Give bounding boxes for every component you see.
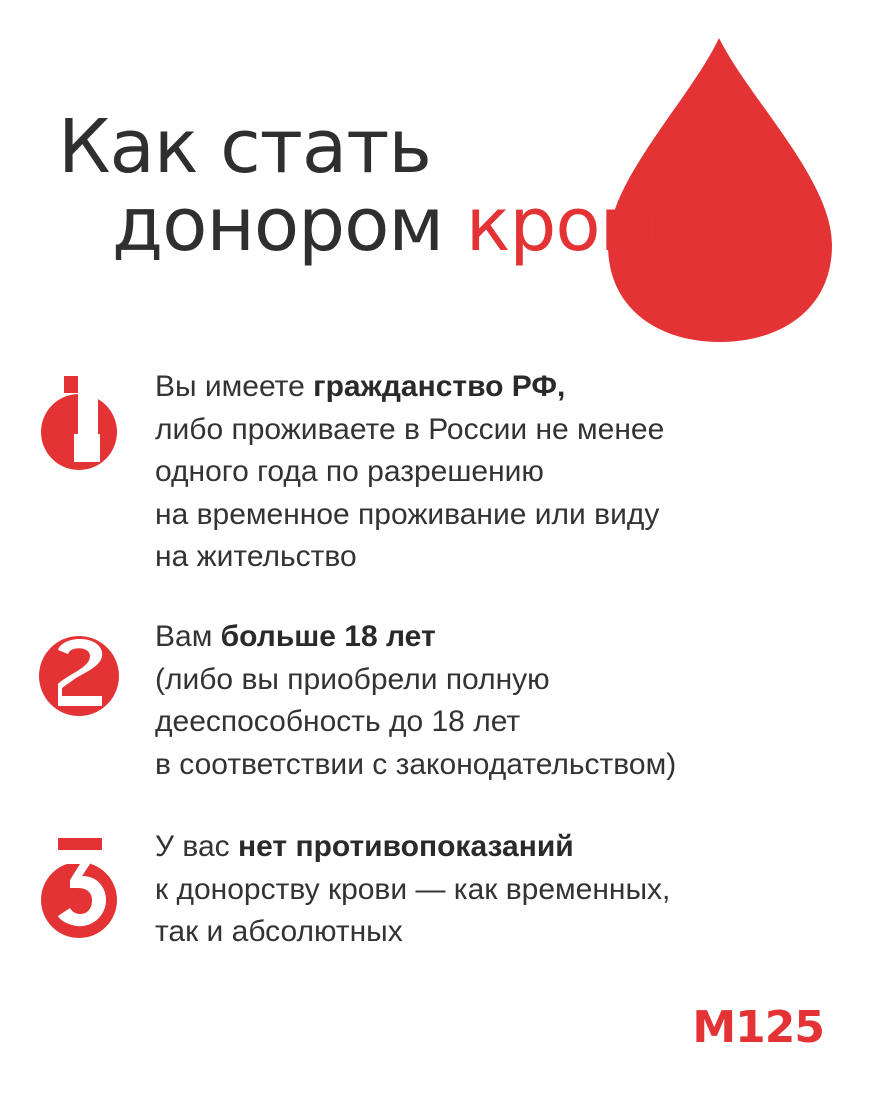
step-1-line: на временное проживание или виду: [155, 497, 660, 531]
step-3-bold: нет противопоказаний: [238, 830, 574, 863]
step-1-line: одного года по разрешению: [155, 455, 544, 488]
step-1-text: [155, 366, 855, 579]
step-2-line: в соответствии с законодательством): [155, 747, 677, 781]
step-1-line: либо проживаете в России не менее: [155, 412, 665, 446]
step-2-text: [155, 616, 855, 786]
step-3-text: [155, 826, 855, 954]
step-1-bold: гражданство РФ,: [313, 370, 566, 403]
step-3-line: к донорству крови — как временных,: [155, 872, 671, 906]
number-1-icon: [36, 372, 126, 482]
step-3-line: У вас нет противопоказаний: [155, 830, 574, 863]
brand-logo: М125: [692, 1002, 824, 1053]
number-3-icon: [36, 834, 126, 944]
step-3-line: так и абсолютных: [155, 915, 403, 948]
title-word-donor: донором: [112, 182, 444, 268]
step-1-line: Вы имеете гражданство РФ,: [155, 370, 566, 403]
step-2-line: Вам больше 18 лет: [155, 620, 436, 653]
title-line-1: Как стать: [58, 104, 431, 190]
title-word-blood: крови: [465, 182, 690, 268]
step-2-bold: больше 18 лет: [220, 620, 436, 653]
step-2-line: дееспособность до 18 лет: [155, 705, 521, 738]
number-2-icon: [36, 618, 126, 728]
step-2-line: (либо вы приобрели полную: [155, 662, 550, 696]
step-1-line: на жительство: [155, 540, 357, 573]
